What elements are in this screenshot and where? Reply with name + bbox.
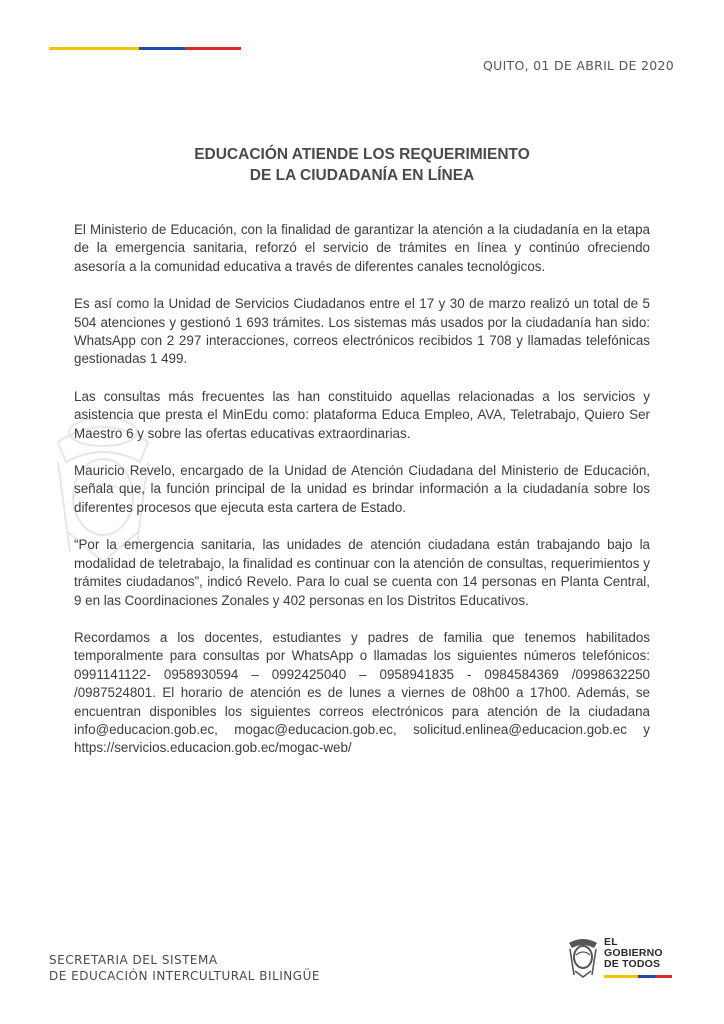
document-body — [74, 221, 650, 777]
paragraph-1: El Ministerio de Educación, con la finalidad de garantizar la atención a la ciudadanía en la etapa de la emergencia sanitaria, reforzó el servicio de trámites en línea y continúo ofreciendo asesoría a la comunidad educativa a través de diferentes canales tecnológicos. — [74, 222, 650, 274]
title-line-1: EDUCACIÓN ATIENDE LOS REQUERIMIENTO — [194, 146, 530, 163]
flag-color-bar — [49, 47, 241, 50]
paragraph-4: Mauricio Revelo, encargado de la Unidad de Atención Ciudadana del Ministerio de Educación, señala que, la función principal de la unidad es brindar información a la ciudadanía sobre los diferentes procesos que ejecuta esta cartera de Estado. — [74, 463, 650, 515]
logo-flag-bar — [604, 975, 672, 978]
footer-org-line-2: DE EDUCACIÓN INTERCULTURAL BILINGÜE — [49, 969, 320, 983]
flag-red-segment — [185, 47, 241, 50]
logo-line-3: DE TODOS — [604, 958, 661, 970]
logo-red-segment — [655, 975, 672, 978]
logo-blue-segment — [638, 975, 655, 978]
footer-organization — [49, 952, 320, 984]
paragraph-6: Recordamos a los docentes, estudiantes y padres de familia que tenemos habilitados temporalmente para consultas por WhatsApp o llamadas los siguientes números telefónicos: 0991141122- 0958930594 – 0992425040 – 0958941835 - 0984584369 /0998632250 /0987524801. El horario de atención es de lunes a viernes de 08h00 a 17h00. Además, se encuentran disponibles los siguientes correos electrónicos para atención de la ciudadana info@educacion.gob.ec, mogac@educacion.gob.ec, solicitud.enlinea@educacion.gob.ec y https://servicios.educacion.gob.ec/mogac-web/ — [74, 629, 650, 756]
paragraph-3: Las consultas más frecuentes las han constituido aquellas relacionadas a los servicios y asistencia que presta el MinEdu como: plataforma Educa Empleo, AVA, Teletrabajo, Quiero Ser Maestro 6 y sobre las ofertas educativas extraordinarias. — [74, 388, 650, 441]
logo-wordmark — [604, 937, 663, 970]
document-date: QUITO, 01 DE ABRIL DE 2020 — [482, 58, 674, 73]
flag-yellow-segment — [49, 47, 139, 50]
logo-line-1: EL — [604, 936, 618, 948]
paragraph-2: Es así como la Unidad de Servicios Ciudadanos entre el 17 y 30 de marzo realizó un total de 5 504 atenciones y gestionó 1 693 trámites. Los sistemas más usados por la ciudadanía han sido: WhatsApp con 2 297 interacciones, correos electrónicos recibidos 1 708 y llamadas telefónicas gestionadas 1 499. — [74, 296, 650, 367]
footer-org-line-1: SECRETARIA DEL SISTEMA — [49, 953, 218, 967]
ecuador-coat-of-arms-icon — [566, 935, 600, 979]
gobierno-logo — [566, 935, 678, 985]
flag-blue-segment — [139, 47, 185, 50]
logo-yellow-segment — [604, 975, 638, 978]
title-line-2: DE LA CIUDADANÍA EN LÍNEA — [249, 167, 475, 184]
document-title — [0, 144, 724, 186]
logo-line-2: GOBIERNO — [604, 947, 663, 959]
paragraph-5: “Por la emergencia sanitaria, las unidades de atención ciudadana están trabajando bajo la modalidad de teletrabajo, la finalidad es continuar con la atención de consultas, requerimientos y trámites ciudadanos”, indicó Revelo. Para lo cual se cuenta con 14 personas en Planta Central, 9 en las Coordinaciones Zonales y 402 personas en los Distritos Educativos. — [74, 537, 650, 608]
